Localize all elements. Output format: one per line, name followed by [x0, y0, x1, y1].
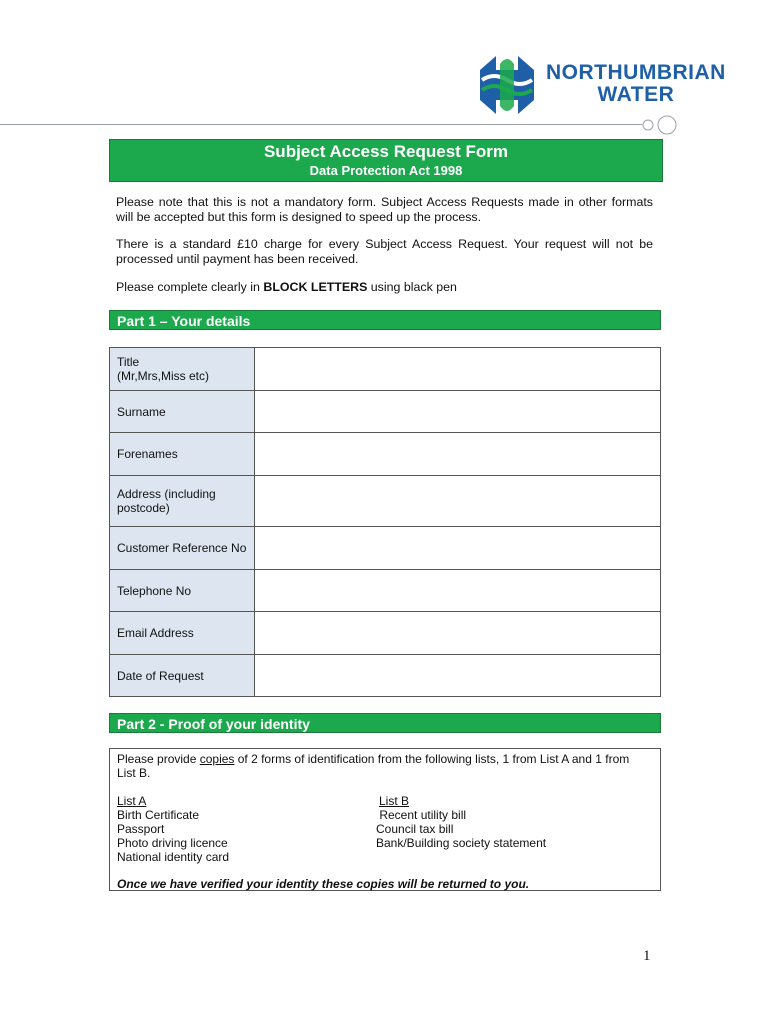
title-label-line-1: Title — [117, 355, 140, 369]
customer-reference-label: Customer Reference No — [110, 527, 255, 570]
details-table — [109, 347, 661, 697]
logo-line-2: WATER — [597, 83, 675, 106]
northumbrian-water-logo — [472, 50, 742, 120]
table-row — [110, 391, 661, 433]
intro-p3-after: using black pen — [367, 280, 457, 294]
page-number: 1 — [643, 948, 651, 964]
list-item: Photo driving licence — [117, 836, 228, 850]
date-field[interactable] — [255, 655, 661, 697]
part2-heading: Part 2 - Proof of your identity — [109, 713, 661, 733]
title-field[interactable] — [255, 348, 661, 391]
table-row — [110, 348, 661, 391]
table-row — [110, 655, 661, 697]
date-label: Date of Request — [110, 655, 255, 697]
page-subtitle: Data Protection Act 1998 — [309, 163, 463, 178]
title-label — [110, 348, 255, 391]
form-title-box — [109, 139, 663, 182]
table-row — [110, 476, 661, 527]
page-title: Subject Access Request Form — [263, 142, 509, 161]
water-drop-logo-icon — [472, 50, 542, 120]
address-label: Address (including postcode) — [110, 476, 255, 527]
table-row — [110, 527, 661, 570]
email-field[interactable] — [255, 612, 661, 655]
intro-paragraph-1: Please note that this is not a mandatory form. Subject Access Requests made in other formats will be accepted but this form is designed to speed up the process. — [116, 195, 653, 224]
list-item: Council tax bill — [376, 822, 454, 836]
proof-intro-copies: copies — [199, 752, 235, 766]
telephone-label: Telephone No — [110, 570, 255, 612]
intro-p3-before: Please complete clearly in — [116, 280, 264, 294]
list-item: National identity card — [117, 850, 230, 864]
list-b-title — [376, 794, 546, 808]
list-a — [117, 794, 229, 864]
email-label: Email Address — [110, 612, 255, 655]
list-b-title-text: List B — [379, 794, 410, 808]
list-b — [376, 794, 546, 850]
list-item: Birth Certificate — [117, 808, 200, 822]
telephone-field[interactable] — [255, 570, 661, 612]
customer-reference-field[interactable] — [255, 527, 661, 570]
forenames-field[interactable] — [255, 433, 661, 476]
header-rule — [0, 124, 642, 125]
table-row — [110, 612, 661, 655]
surname-field[interactable] — [255, 391, 661, 433]
proof-note: Once we have verified your identity these copies will be returned to you. — [117, 877, 530, 891]
surname-label: Surname — [110, 391, 255, 433]
list-item: Passport — [117, 822, 165, 836]
forenames-label: Forenames — [110, 433, 255, 476]
table-row — [110, 433, 661, 476]
title-label-line-2: (Mr,Mrs,Miss etc) — [117, 369, 209, 383]
intro-paragraph-2: There is a standard £10 charge for every Subject Access Request. Your request will not be processed until payment has been received. — [116, 237, 653, 266]
logo-line-1: NORTHUMBRIAN — [546, 61, 726, 84]
table-row — [110, 570, 661, 612]
proof-intro-before: Please provide — [117, 752, 200, 766]
list-item: Bank/Building society statement — [376, 836, 547, 850]
proof-of-identity-box — [109, 748, 661, 891]
list-item: Recent utility bill — [376, 808, 467, 822]
intro-p3-bold: BLOCK LETTERS — [263, 280, 368, 294]
intro-paragraph-3 — [116, 280, 653, 295]
proof-intro-after: of 2 forms of identification from the following lists, 1 from List A and 1 from List B. — [117, 752, 630, 780]
decorative-circles — [640, 114, 680, 136]
list-a-title: List A — [117, 794, 147, 808]
part1-heading: Part 1 – Your details — [109, 310, 661, 330]
proof-intro — [117, 752, 647, 780]
address-field[interactable] — [255, 476, 661, 527]
